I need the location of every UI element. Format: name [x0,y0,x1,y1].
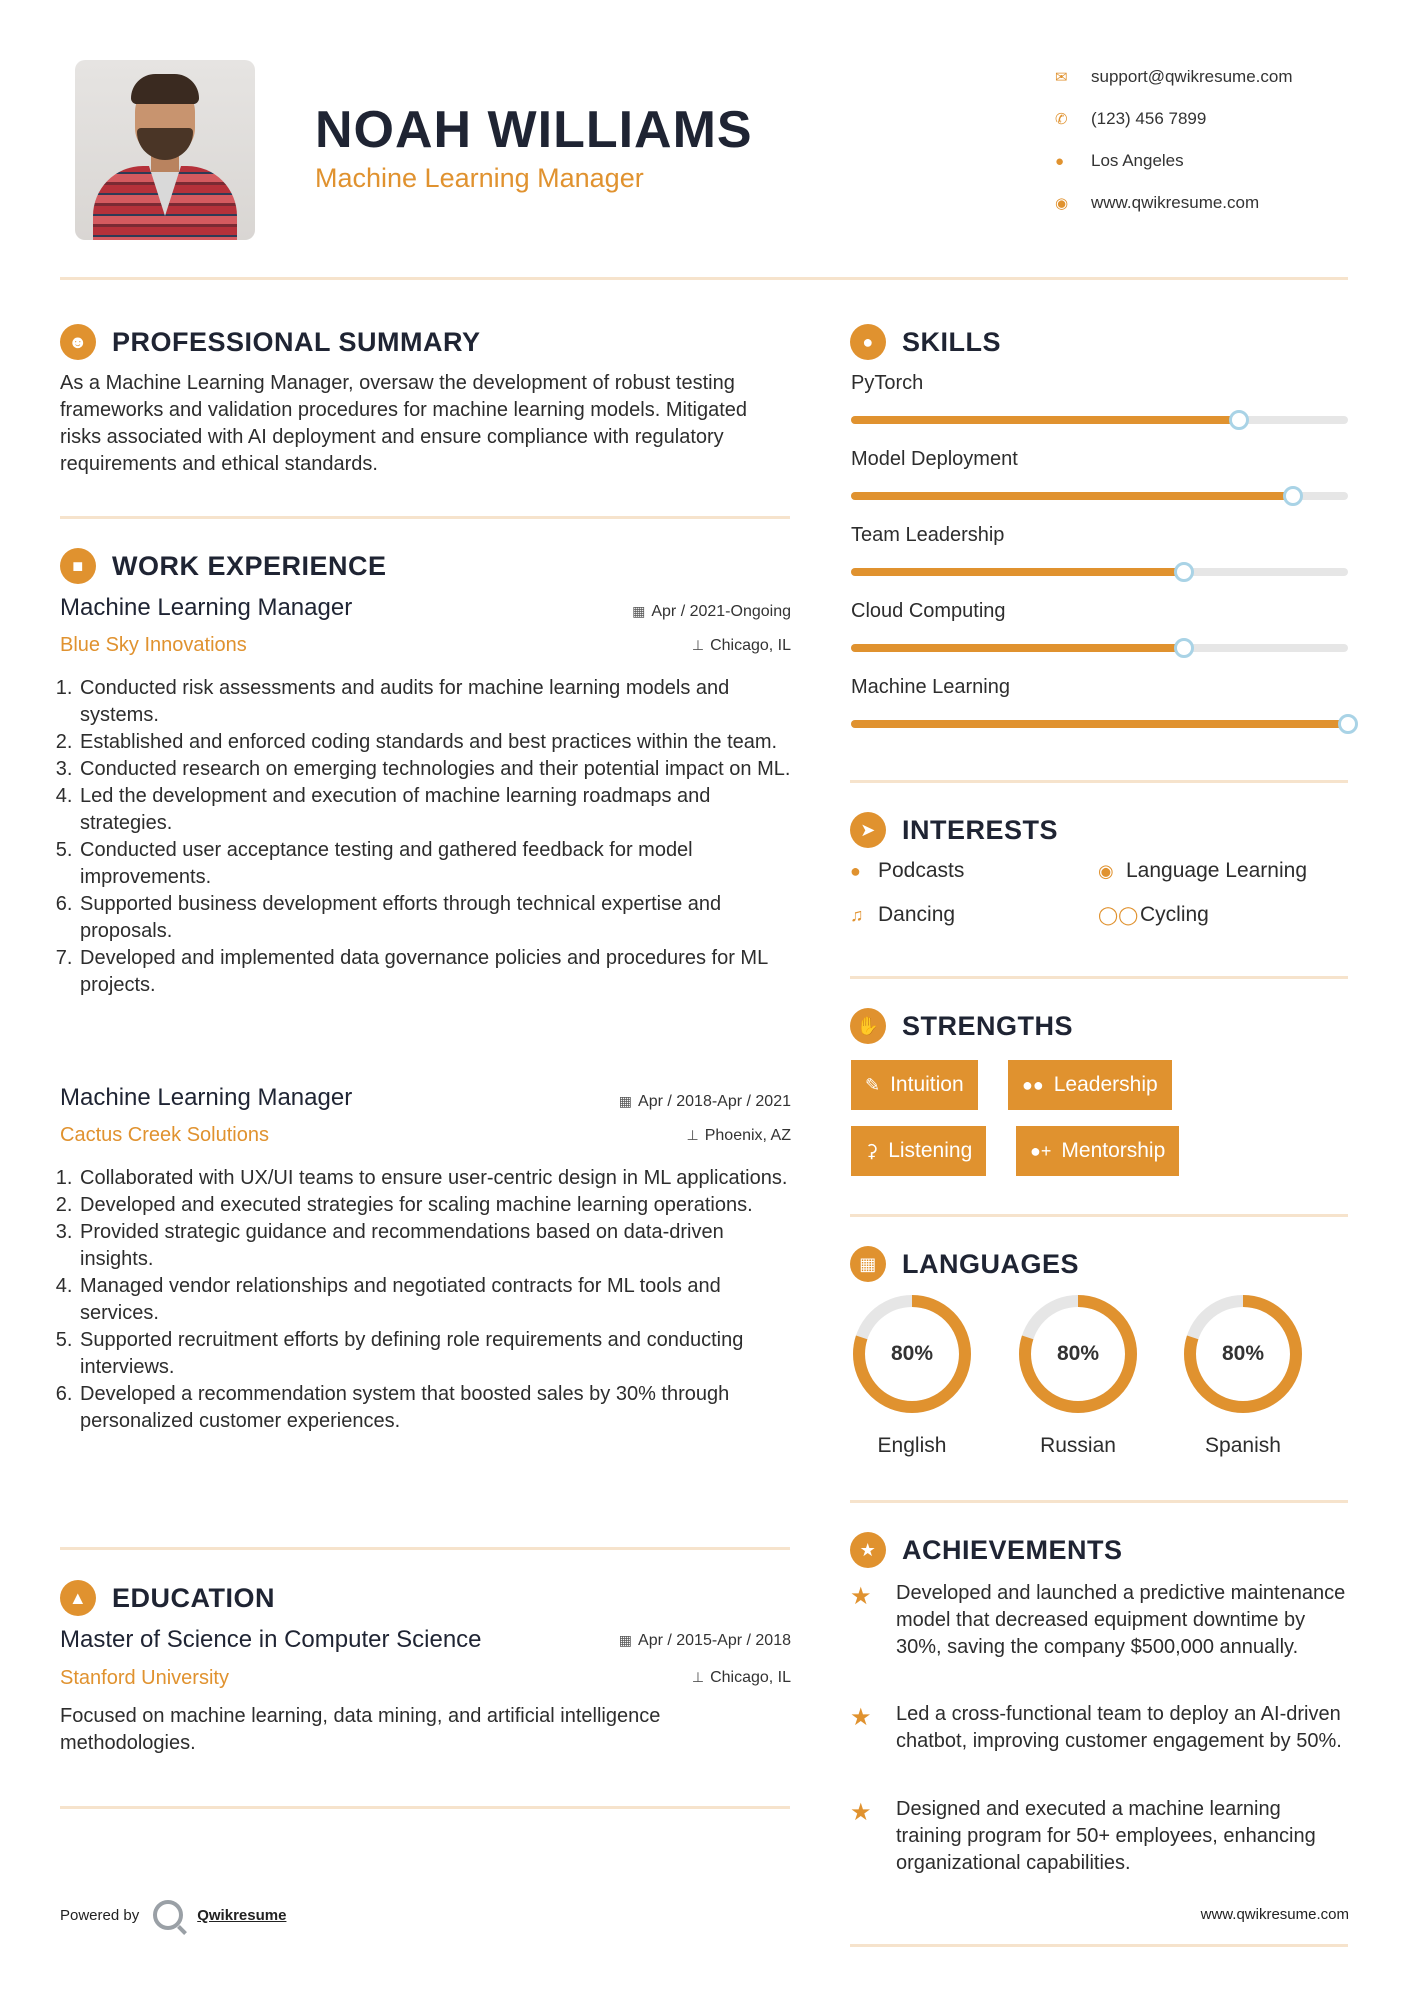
powered-by: Powered by Qwikresume [60,1900,286,1930]
strength-intuition: ✎ Intuition [851,1060,978,1110]
contact-location: ● Los Angeles [1055,151,1184,170]
achievement-item: Developed and launched a predictive maintenance model that decreased equipment downtime by 30%, saving the company $500,000 annually. [896,1582,1346,1658]
star-icon: ★ [850,1583,872,1610]
summary-heading: ☻ PROFESSIONAL SUMMARY [60,324,481,360]
skill-label: Machine Learning [851,676,1010,698]
users-icon: ●● [1022,1074,1044,1095]
skill-bar-knob [1338,714,1358,734]
list-item: 3. Conducted research on emerging technologies and their potential impact on ML. [78,756,800,783]
divider [60,1806,790,1809]
skill-bar [851,644,1348,652]
qwikresume-logo-icon [153,1900,183,1930]
contact-website[interactable]: ◉ www.qwikresume.com [1055,193,1260,212]
calendar-icon: ▦ [618,1093,633,1109]
microphone-icon: ● [850,860,861,881]
paper-plane-icon: ➤ [850,812,886,848]
list-item: 6. Supported business development efforts through technical expertise and proposals. [78,891,800,945]
list-item: 3. Provided strategic guidance and recommendations based on data-driven insights. [78,1219,800,1273]
skill-label: Team Leadership [851,524,1005,546]
education-heading: ▲ EDUCATION [60,1580,275,1616]
magic-wand-icon: ✎ [865,1074,881,1095]
qwikresume-link[interactable]: Qwikresume [197,1906,287,1924]
language-name: English [877,1434,947,1457]
user-icon: ☻ [60,324,96,360]
skill-bar-fill [851,644,1184,652]
contact-block [1055,56,1293,224]
list-item: 5. Conducted user acceptance testing and gathered feedback for model improvements. [78,837,800,891]
skill-label: PyTorch [851,372,924,394]
achievement-item: Designed and executed a machine learning training program for 50+ employees, enhancing organizational capabilities. [896,1798,1316,1874]
award-star-icon: ★ [850,1532,886,1568]
skills-heading: ● SKILLS [850,324,1001,360]
languages-heading: ▦ LANGUAGES [850,1246,1079,1282]
language-item [1181,1292,1305,1458]
summary-text: As a Machine Learning Manager, oversaw the development of robust testing frameworks and validation procedures for machine learning models. Mitigated risks associated with AI deployment and ensure compliance with regulatory requirements and ethical standards. [60,372,748,475]
interest-cycling: ◯◯ Cycling [1098,903,1209,926]
language-name: Russian [1040,1434,1116,1457]
strength-mentorship: ●+ Mentorship [1016,1126,1179,1176]
profile-photo [75,60,255,240]
calendar-icon: ▦ [618,1632,633,1648]
interests-heading: ➤ INTERESTS [850,812,1058,848]
skill-bar-knob [1174,562,1194,582]
divider [850,976,1348,979]
phone-icon: ✆ [1055,111,1068,128]
job-location: ⊥ Chicago, IL [691,637,791,654]
strengths-heading: ✋ STRENGTHS [850,1008,1073,1044]
school-name: Stanford University [60,1667,229,1689]
achievements-heading: ★ ACHIEVEMENTS [850,1532,1123,1568]
candidate-name: NOAH WILLIAMS [315,101,753,159]
skill-bar-knob [1174,638,1194,658]
divider [850,780,1348,783]
skill-bar [851,492,1348,500]
candidate-role: Machine Learning Manager [315,163,644,193]
language-percent: 80% [890,1342,934,1365]
language-item [1016,1292,1140,1458]
job-dates: ▦ Apr / 2021-Ongoing [632,603,791,620]
pin-icon: ⊥ [686,1127,699,1143]
job-location: ⊥ Phoenix, AZ [686,1127,791,1144]
achievement-item: Led a cross-functional team to deploy an AI-driven chatbot, improving customer engagement by 50%. [896,1703,1342,1752]
education-location: ⊥ Chicago, IL [691,1669,791,1686]
divider [850,1214,1348,1217]
divider [60,516,790,519]
fist-icon: ✋ [850,1008,886,1044]
header-divider [60,277,1348,280]
skill-bar [851,720,1348,728]
job-duties [60,1165,800,1435]
skill-bar-fill [851,568,1184,576]
list-item: 4. Led the development and execution of machine learning roadmaps and strategies. [78,783,800,837]
divider [850,1944,1348,1947]
degree-title: Master of Science in Computer Science [60,1626,482,1653]
education-dates: ▦ Apr / 2015-Apr / 2018 [618,1632,791,1649]
job-title: Machine Learning Manager [60,594,353,621]
pin-icon: ⊥ [691,637,705,653]
strength-listening: ⚳ Listening [851,1126,986,1176]
interest-podcasts: ● Podcasts [850,859,965,882]
id-card-icon: ▦ [850,1246,886,1282]
envelope-icon: ✉ [1055,69,1068,86]
star-icon: ★ [850,1799,872,1826]
job-company: Blue Sky Innovations [60,634,247,656]
list-item: 4. Managed vendor relationships and negotiated contracts for ML tools and services. [78,1273,800,1327]
skill-bar-fill [851,416,1239,424]
skill-bar [851,416,1348,424]
job-company: Cactus Creek Solutions [60,1124,269,1146]
job-duties [60,675,800,999]
divider [850,1500,1348,1503]
job-title: Machine Learning Manager [60,1084,353,1111]
contact-phone[interactable]: ✆ (123) 456 7899 [1055,109,1207,128]
skill-label: Cloud Computing [851,600,1006,622]
briefcase-icon: ■ [60,548,96,584]
headphones-icon: ⚳ [865,1140,879,1161]
lightbulb-icon: ● [850,324,886,360]
strength-leadership: ●● Leadership [1008,1060,1172,1110]
language-item [850,1292,974,1458]
language-percent: 80% [1056,1342,1100,1365]
graduation-cap-icon: ▲ [60,1580,96,1616]
globe-icon: ◉ [1098,860,1114,881]
list-item: 6. Developed a recommendation system that boosted sales by 30% through personalized customer experiences. [78,1381,800,1435]
skill-label: Model Deployment [851,448,1018,470]
experience-heading: ■ WORK EXPERIENCE [60,548,387,584]
list-item: 7. Developed and implemented data governance policies and procedures for ML projects. [78,945,800,999]
interest-language-learning: ◉ Language Learning [1098,859,1308,882]
list-item: 5. Supported recruitment efforts by defining role requirements and conducting interviews. [78,1327,800,1381]
skill-bar-fill [851,492,1293,500]
user-plus-icon: ●+ [1030,1140,1052,1161]
star-icon: ★ [850,1704,872,1731]
skill-bar-knob [1229,410,1249,430]
list-item: 1. Collaborated with UX/UI teams to ensure user-centric design in ML applications. [78,1165,800,1192]
divider [60,1547,790,1550]
skill-bar-knob [1283,486,1303,506]
pin-icon: ⊥ [691,1669,705,1685]
language-name: Spanish [1205,1434,1281,1457]
list-item: 2. Established and enforced coding standards and best practices within the team. [78,729,800,756]
calendar-icon: ▦ [632,603,646,619]
language-percent: 80% [1221,1342,1265,1365]
list-item: 1. Conducted risk assessments and audits for machine learning models and systems. [78,675,800,729]
skill-bar-fill [851,720,1348,728]
map-pin-icon: ● [1055,152,1065,170]
job-dates: ▦ Apr / 2018-Apr / 2021 [618,1093,791,1110]
footer-website[interactable]: www.qwikresume.com [1200,1906,1349,1923]
education-text: Focused on machine learning, data mining, and artificial intelligence methodologies. [60,1705,661,1754]
skill-bar [851,568,1348,576]
list-item: 2. Developed and executed strategies for scaling machine learning operations. [78,1192,800,1219]
globe-icon: ◉ [1055,195,1069,212]
bicycle-icon: ◯◯ [1098,904,1139,925]
contact-email[interactable]: ✉ support@qwikresume.com [1055,67,1293,86]
music-note-icon: ♫ [850,904,864,925]
interest-dancing: ♫ Dancing [850,903,956,926]
